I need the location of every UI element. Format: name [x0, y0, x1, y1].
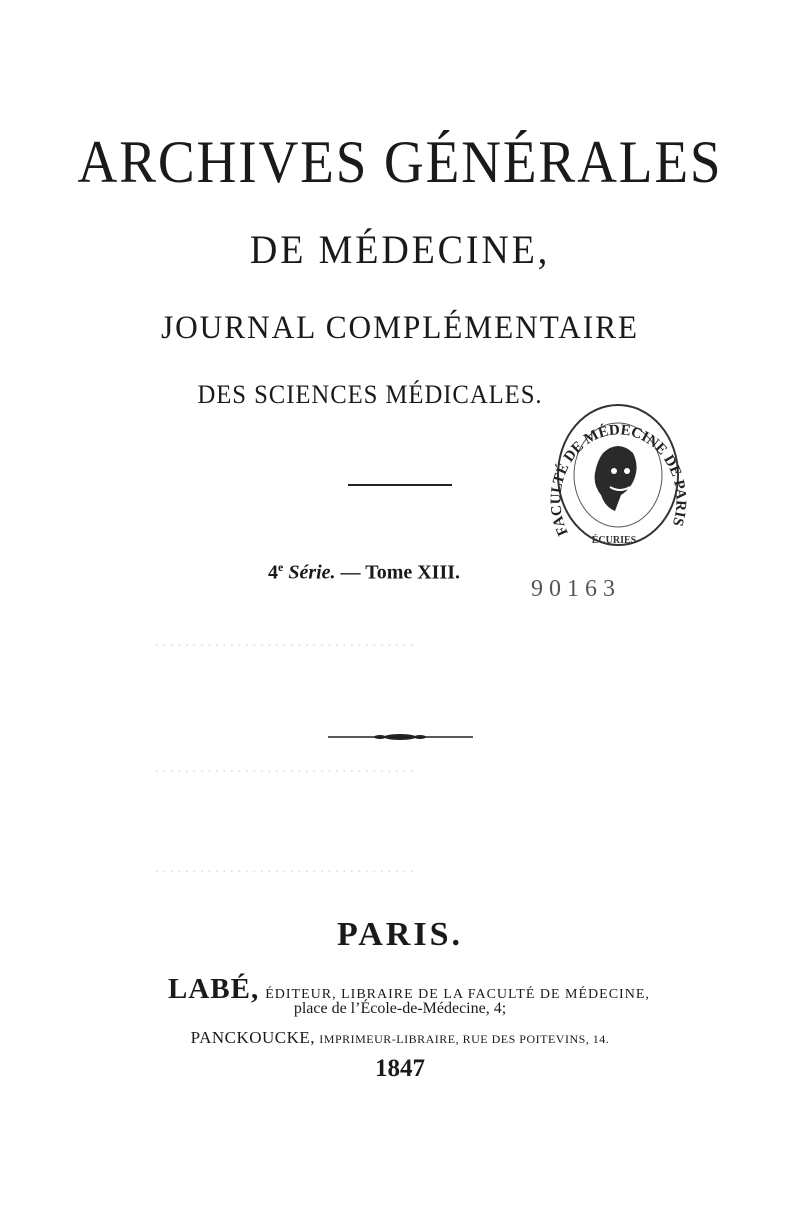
journal-title: ARCHIVES GÉNÉRALES — [77, 129, 723, 195]
printer-name: PANCKOUCKE, — [190, 1028, 316, 1047]
show-through-text-2: . . . . . . . . . . . . . . . . . . . . . . . . . . . . . . . . . . . — [155, 760, 414, 776]
publisher-address: place de l’École-de-Médecine, 4; — [293, 1000, 507, 1017]
printer-description: IMPRIMEUR-LIBRAIRE, RUE DES POITEVINS, 14. — [319, 1032, 610, 1046]
library-stamp — [548, 383, 688, 558]
series-label: Série. — [288, 561, 336, 584]
series-separator: — — [335, 561, 366, 584]
series-volume — [268, 560, 460, 585]
imprint-city: PARIS. — [337, 916, 463, 953]
volume-label: Tome XIII. — [365, 561, 461, 584]
journal-description: JOURNAL COMPLÉMENTAIRE — [161, 310, 639, 346]
journal-description-2: DES SCIENCES MÉDICALES. — [197, 380, 543, 409]
journal-subtitle: DE MÉDECINE, — [249, 227, 551, 272]
inventory-number: 90163 — [531, 576, 621, 602]
publication-year: 1847 — [375, 1055, 425, 1082]
stamp-bottom-text: ÉCURIES — [591, 535, 637, 546]
ornamental-divider — [328, 730, 473, 744]
series-number: 4 — [268, 561, 278, 584]
printer-line — [0, 1028, 800, 1048]
show-through-text-3: . . . . . . . . . . . . . . . . . . . . . . . . . . . . . . . . . . . — [155, 860, 414, 876]
stamp-text: FACULTÉ DE MÉDECINE DE PARIS — [548, 422, 688, 538]
show-through-text: . . . . . . . . . . . . . . . . . . . . . . . . . . . . . . . . . . . — [155, 634, 414, 650]
publisher-description: ÉDITEUR, LIBRAIRE DE LA FACULTÉ DE MÉDECINE, — [265, 987, 650, 1002]
publisher-name: LABÉ, — [168, 973, 260, 1005]
series-superscript: e — [278, 560, 284, 574]
stamp-portrait-icon — [595, 446, 637, 511]
divider-rule — [348, 484, 452, 486]
